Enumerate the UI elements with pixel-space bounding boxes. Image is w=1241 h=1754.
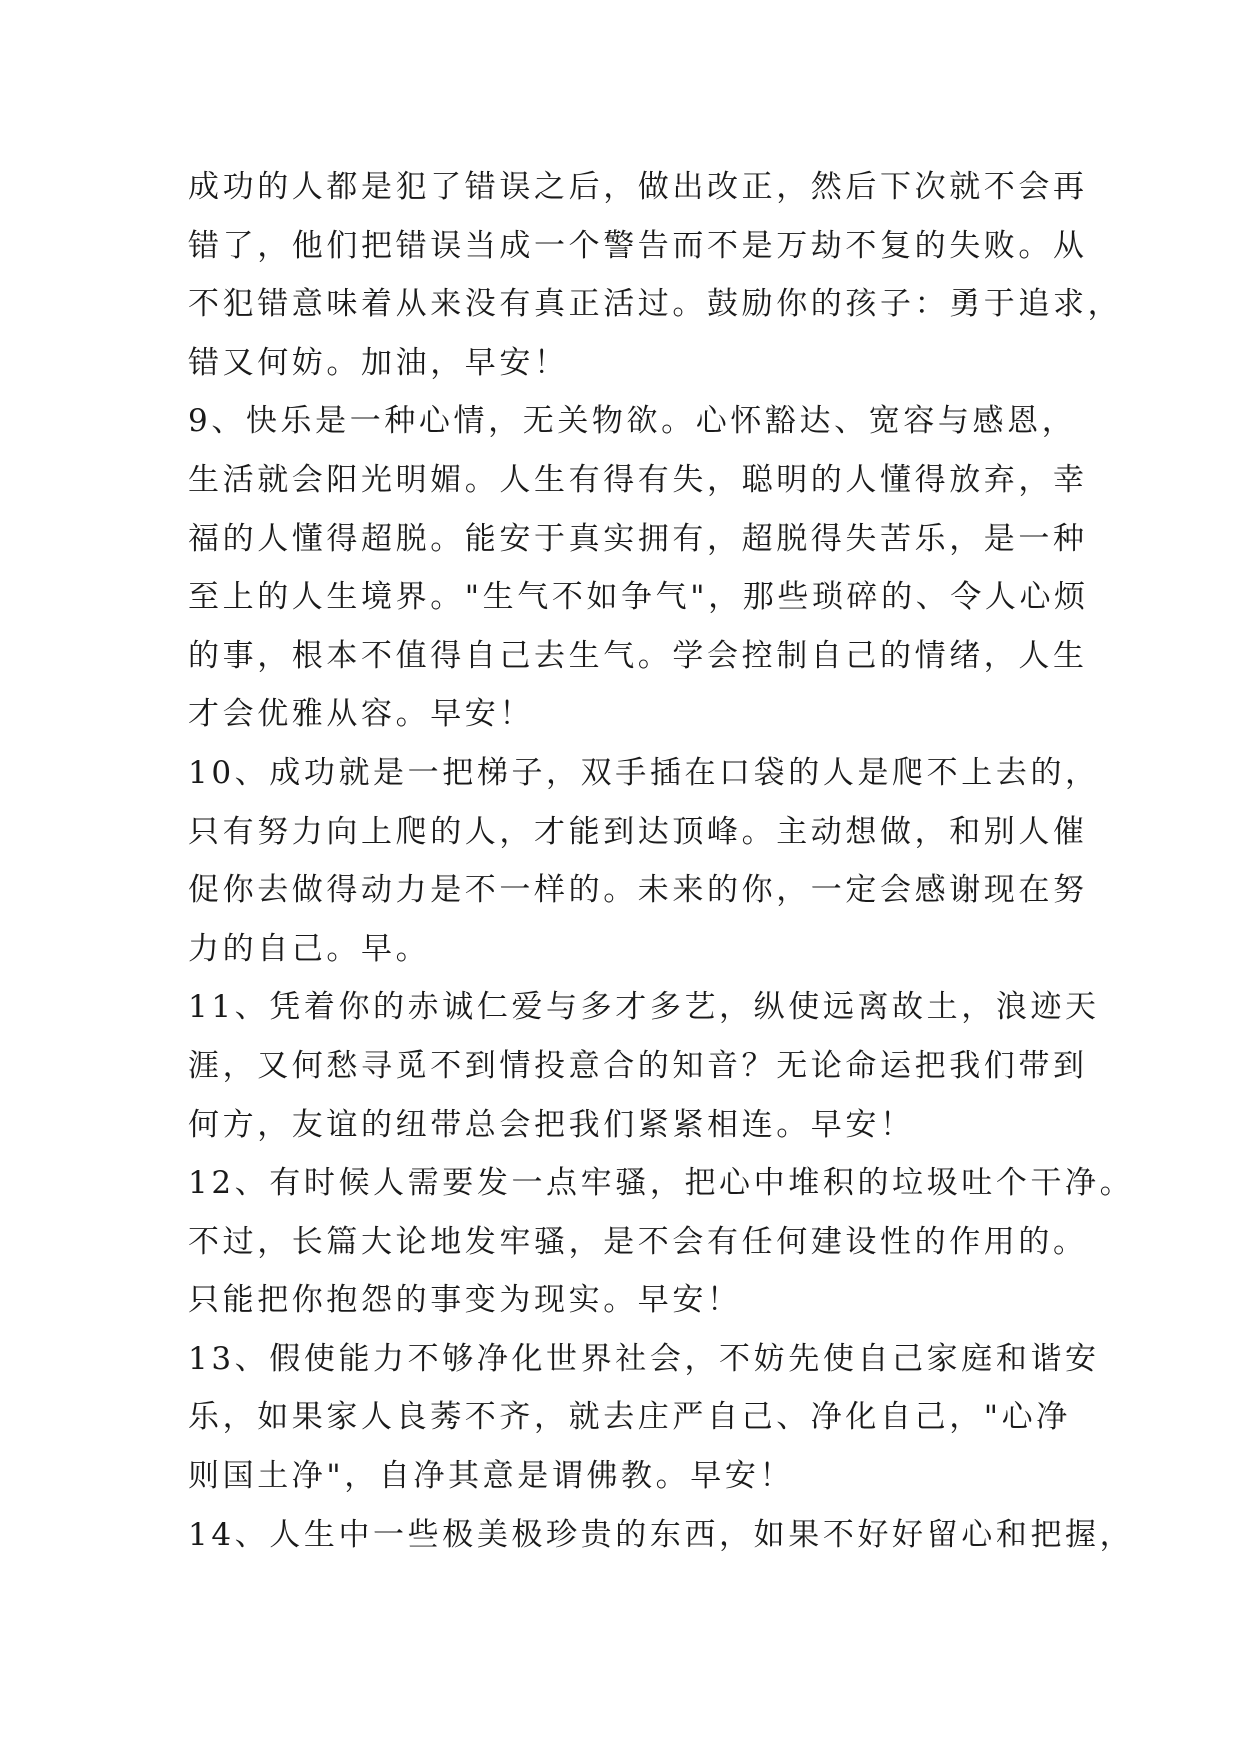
text-line: 12、有时候人需要发一点牢骚，把心中堆积的垃圾吐个干净。 — [188, 1165, 1135, 1202]
text-line: 10、成功就是一把梯子，双手插在口袋的人是爬不上去的， — [188, 754, 1100, 791]
text-line: 9、快乐是一种心情，无关物欲。心怀豁达、宽容与感恩， — [188, 403, 1077, 440]
text-line: 的事，根本不值得自己去生气。学会控制自己的情绪，人生 — [188, 637, 1088, 674]
text-line: 才会优雅从容。早安！ — [188, 696, 534, 733]
text-line: 不犯错意味着从来没有真正活过。鼓励你的孩子：勇于追求， — [188, 286, 1123, 323]
text-line: 则国土净"，自净其意是谓佛教。早安！ — [188, 1458, 795, 1495]
text-line: 错又何妨。加油，早安！ — [188, 344, 569, 381]
text-line: 不过，长篇大论地发牢骚，是不会有任何建设性的作用的。 — [188, 1223, 1088, 1260]
text-line: 错了，他们把错误当成一个警告而不是万劫不复的失败。从 — [188, 227, 1088, 264]
text-line: 只能把你抱怨的事变为现实。早安！ — [188, 1282, 742, 1319]
text-line: 11、凭着你的赤诚仁爱与多才多艺，纵使远离故土，浪迹天 — [188, 989, 1100, 1026]
text-line: 涯，又何愁寻觅不到情投意合的知音？无论命运把我们带到 — [188, 1047, 1088, 1084]
text-line: 力的自己。早。 — [188, 930, 431, 967]
text-line: 福的人懂得超脱。能安于真实拥有，超脱得失苦乐，是一种 — [188, 520, 1088, 557]
text-line: 成功的人都是犯了错误之后，做出改正，然后下次就不会再 — [188, 169, 1088, 205]
text-line: 何方，友谊的纽带总会把我们紧紧相连。早安！ — [188, 1106, 915, 1143]
text-line: 乐，如果家人良莠不齐，就去庄严自己、净化自己，"心净 — [188, 1399, 1071, 1436]
text-line: 促你去做得动力是不一样的。未来的你，一定会感谢现在努 — [188, 872, 1088, 909]
text-line: 14、人生中一些极美极珍贵的东西，如果不好好留心和把握， — [188, 1516, 1135, 1553]
text-line: 生活就会阳光明媚。人生有得有失，聪明的人懂得放弃，幸 — [188, 461, 1088, 498]
text-line: 13、假使能力不够净化世界社会，不妨先使自己家庭和谐安 — [188, 1340, 1100, 1377]
text-line: 只有努力向上爬的人，才能到达顶峰。主动想做，和别人催 — [188, 813, 1088, 850]
document-body — [188, 158, 1135, 1564]
text-line: 至上的人生境界。"生气不如争气"，那些琐碎的、令人心烦 — [188, 579, 1089, 616]
